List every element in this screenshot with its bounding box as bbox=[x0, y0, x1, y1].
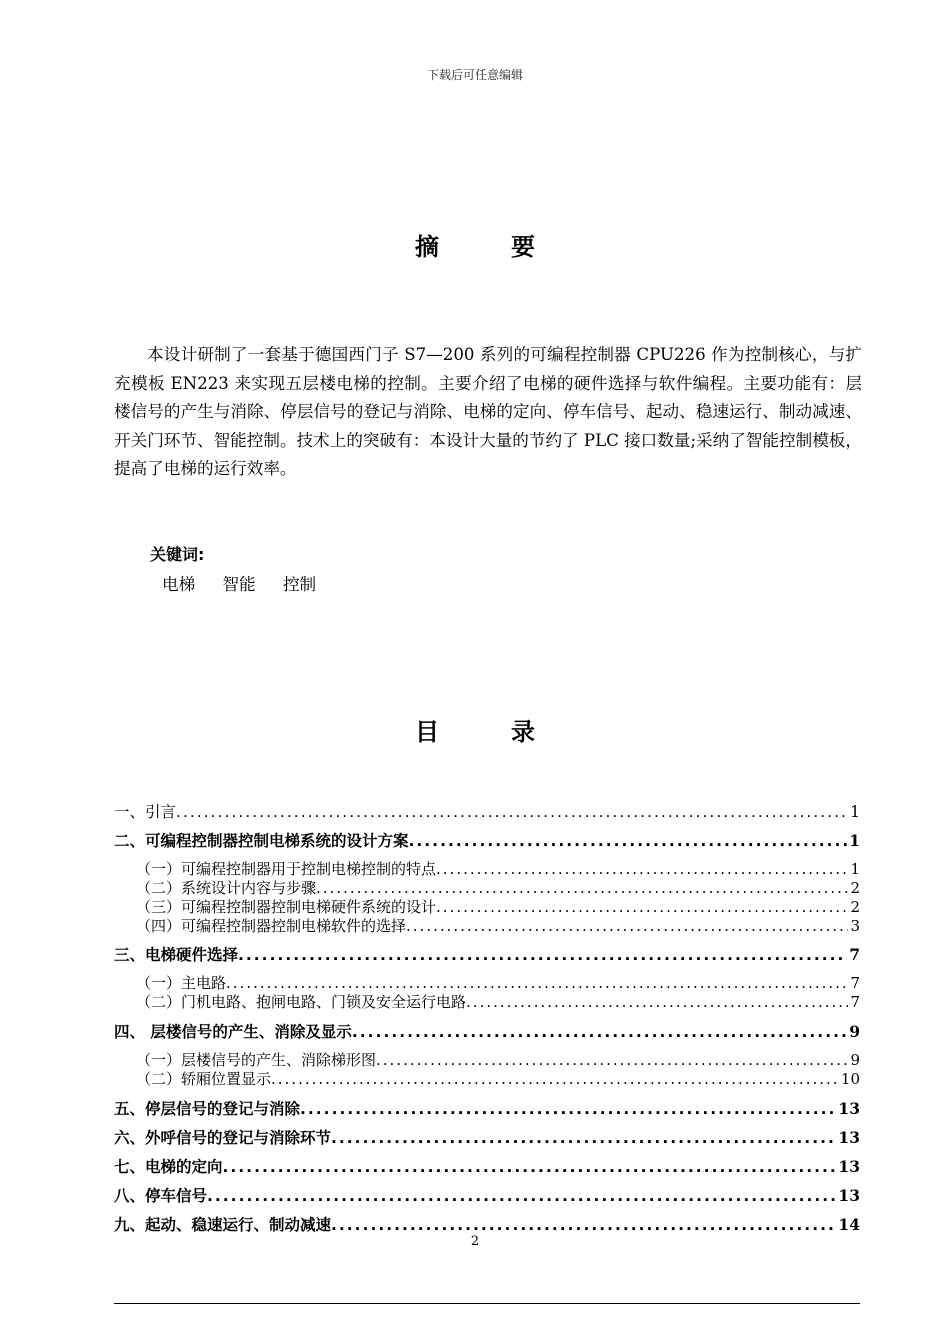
abstract-title bbox=[0, 227, 950, 262]
toc-leader bbox=[176, 803, 848, 821]
toc-title-right: 录 bbox=[511, 718, 535, 746]
toc-leader bbox=[223, 1158, 837, 1176]
toc-entry[interactable] bbox=[114, 1126, 860, 1148]
toc-leader bbox=[406, 917, 848, 935]
toc-leader bbox=[300, 1100, 836, 1118]
toc-entry-page: 13 bbox=[838, 1099, 860, 1118]
toc-entry[interactable] bbox=[114, 991, 860, 1012]
toc-entry-page: 7 bbox=[849, 945, 860, 964]
toc-entry[interactable] bbox=[114, 972, 860, 993]
toc-entry-page: 3 bbox=[850, 917, 860, 935]
toc-entry[interactable] bbox=[114, 896, 860, 917]
toc-entry[interactable] bbox=[114, 1049, 860, 1070]
toc-entry-label: （二）轿厢位置显示 bbox=[136, 1070, 272, 1088]
toc-entry-page: 7 bbox=[850, 993, 860, 1011]
toc-entry[interactable] bbox=[114, 943, 860, 965]
keywords-list bbox=[162, 571, 338, 595]
toc-entry-page: 13 bbox=[838, 1186, 860, 1205]
toc-entry-label: 一、引言 bbox=[114, 803, 177, 821]
toc-entry-label: 三、电梯硬件选择 bbox=[114, 946, 239, 964]
toc-entry-page: 13 bbox=[838, 1157, 860, 1176]
toc-entry-label: 七、电梯的定向 bbox=[114, 1158, 223, 1176]
toc-entry[interactable] bbox=[114, 1068, 860, 1089]
toc-entry-label: （三）可编程控制器控制电梯硬件系统的设计 bbox=[136, 898, 437, 916]
toc-entry-page: 14 bbox=[838, 1215, 860, 1234]
toc-entry-label: 六、外呼信号的登记与消除环节 bbox=[114, 1129, 332, 1147]
toc-leader bbox=[271, 1070, 839, 1088]
keyword: 控制 bbox=[282, 575, 317, 594]
footer-rule bbox=[114, 1303, 860, 1304]
toc-entry-page: 9 bbox=[850, 1051, 860, 1069]
keyword: 电梯 bbox=[162, 575, 196, 594]
toc-entry[interactable] bbox=[114, 915, 860, 936]
toc-entry[interactable] bbox=[114, 1020, 860, 1042]
toc-entry-label: 八、停车信号 bbox=[114, 1187, 208, 1205]
toc-title bbox=[0, 712, 950, 747]
toc-leader bbox=[207, 1187, 836, 1205]
toc-entry-label: （二）门机电路、抱闸电路、门锁及安全运行电路 bbox=[136, 993, 467, 1011]
toc-entry-page: 2 bbox=[850, 879, 860, 897]
toc-leader bbox=[436, 860, 848, 878]
abstract-body bbox=[114, 341, 862, 484]
toc-entry-label: （四）可编程控制器控制电梯软件的选择 bbox=[136, 917, 407, 935]
toc-leader bbox=[409, 832, 848, 850]
toc-leader bbox=[316, 879, 848, 897]
toc-leader bbox=[466, 993, 848, 1011]
toc-entry-label: 九、起动、稳速运行、制动减速 bbox=[114, 1216, 332, 1234]
toc-leader bbox=[226, 974, 848, 992]
page-number: 2 bbox=[470, 1234, 480, 1249]
toc-entry[interactable] bbox=[114, 858, 860, 879]
toc-entry[interactable] bbox=[114, 1184, 860, 1206]
abstract-title-right: 要 bbox=[511, 233, 535, 261]
toc-entry-page: 7 bbox=[850, 974, 860, 992]
abstract-title-left: 摘 bbox=[415, 233, 439, 261]
toc-entry[interactable] bbox=[114, 829, 860, 851]
toc-leader bbox=[376, 1051, 848, 1069]
toc-leader bbox=[331, 1216, 836, 1234]
toc-entry-label: （二）系统设计内容与步骤 bbox=[136, 879, 317, 897]
toc-leader bbox=[331, 1129, 836, 1147]
keywords-label: 关键词: bbox=[150, 545, 205, 564]
toc-entry-label: （一）主电路 bbox=[136, 974, 227, 992]
toc-entry-label: （一）层楼信号的产生、消除梯形图 bbox=[136, 1051, 377, 1069]
page-header: 下载后可任意编辑 bbox=[426, 68, 523, 82]
toc-entry-label: 二、可编程控制器控制电梯系统的设计方案 bbox=[114, 832, 409, 850]
toc-leader bbox=[436, 898, 848, 916]
toc-entry-label: （一）可编程控制器用于控制电梯控制的特点 bbox=[136, 860, 437, 878]
toc-entry-page: 2 bbox=[850, 898, 860, 916]
toc-entry-page: 13 bbox=[838, 1128, 860, 1147]
toc-entry[interactable] bbox=[114, 1213, 860, 1235]
toc-entry-page: 1 bbox=[850, 803, 860, 821]
toc-entry-page: 9 bbox=[849, 1022, 860, 1041]
abstract-paragraph: 本设计研制了一套基于德国西门子 S7—200 系列的可编程控制器 CPU226 作为控制核心，与扩充模板 EN223 来实现五层楼电梯的控制。主要介绍了电梯的硬件选择与软件编程。主要功能有：层楼信号的产生与消除、停层信号的登记与消除、电梯的定向、停车信号、起动、稳速运行、制动减速、开关门环节、智能控制。技术上的突破有：本设计大量的节约了 PLC 接口数量;采纳了智能控制模板，提高了电梯的运行效率。 bbox=[114, 345, 862, 479]
toc-leader bbox=[352, 1023, 847, 1041]
toc-entry-page: 10 bbox=[840, 1070, 860, 1088]
toc-entry[interactable] bbox=[114, 1097, 860, 1119]
toc-entry-label: 五、停层信号的登记与消除 bbox=[114, 1100, 301, 1118]
keyword: 智能 bbox=[222, 575, 256, 594]
toc-entry-page: 1 bbox=[850, 860, 860, 878]
toc-entry[interactable] bbox=[114, 1155, 860, 1177]
toc-entry[interactable] bbox=[114, 800, 860, 822]
toc-leader bbox=[238, 946, 847, 964]
toc-entry-page: 1 bbox=[849, 831, 860, 850]
toc-entry[interactable] bbox=[114, 877, 860, 898]
toc-title-left: 目 bbox=[415, 718, 439, 746]
toc-entry-label: 四、 层楼信号的产生、消除及显示 bbox=[114, 1023, 352, 1041]
